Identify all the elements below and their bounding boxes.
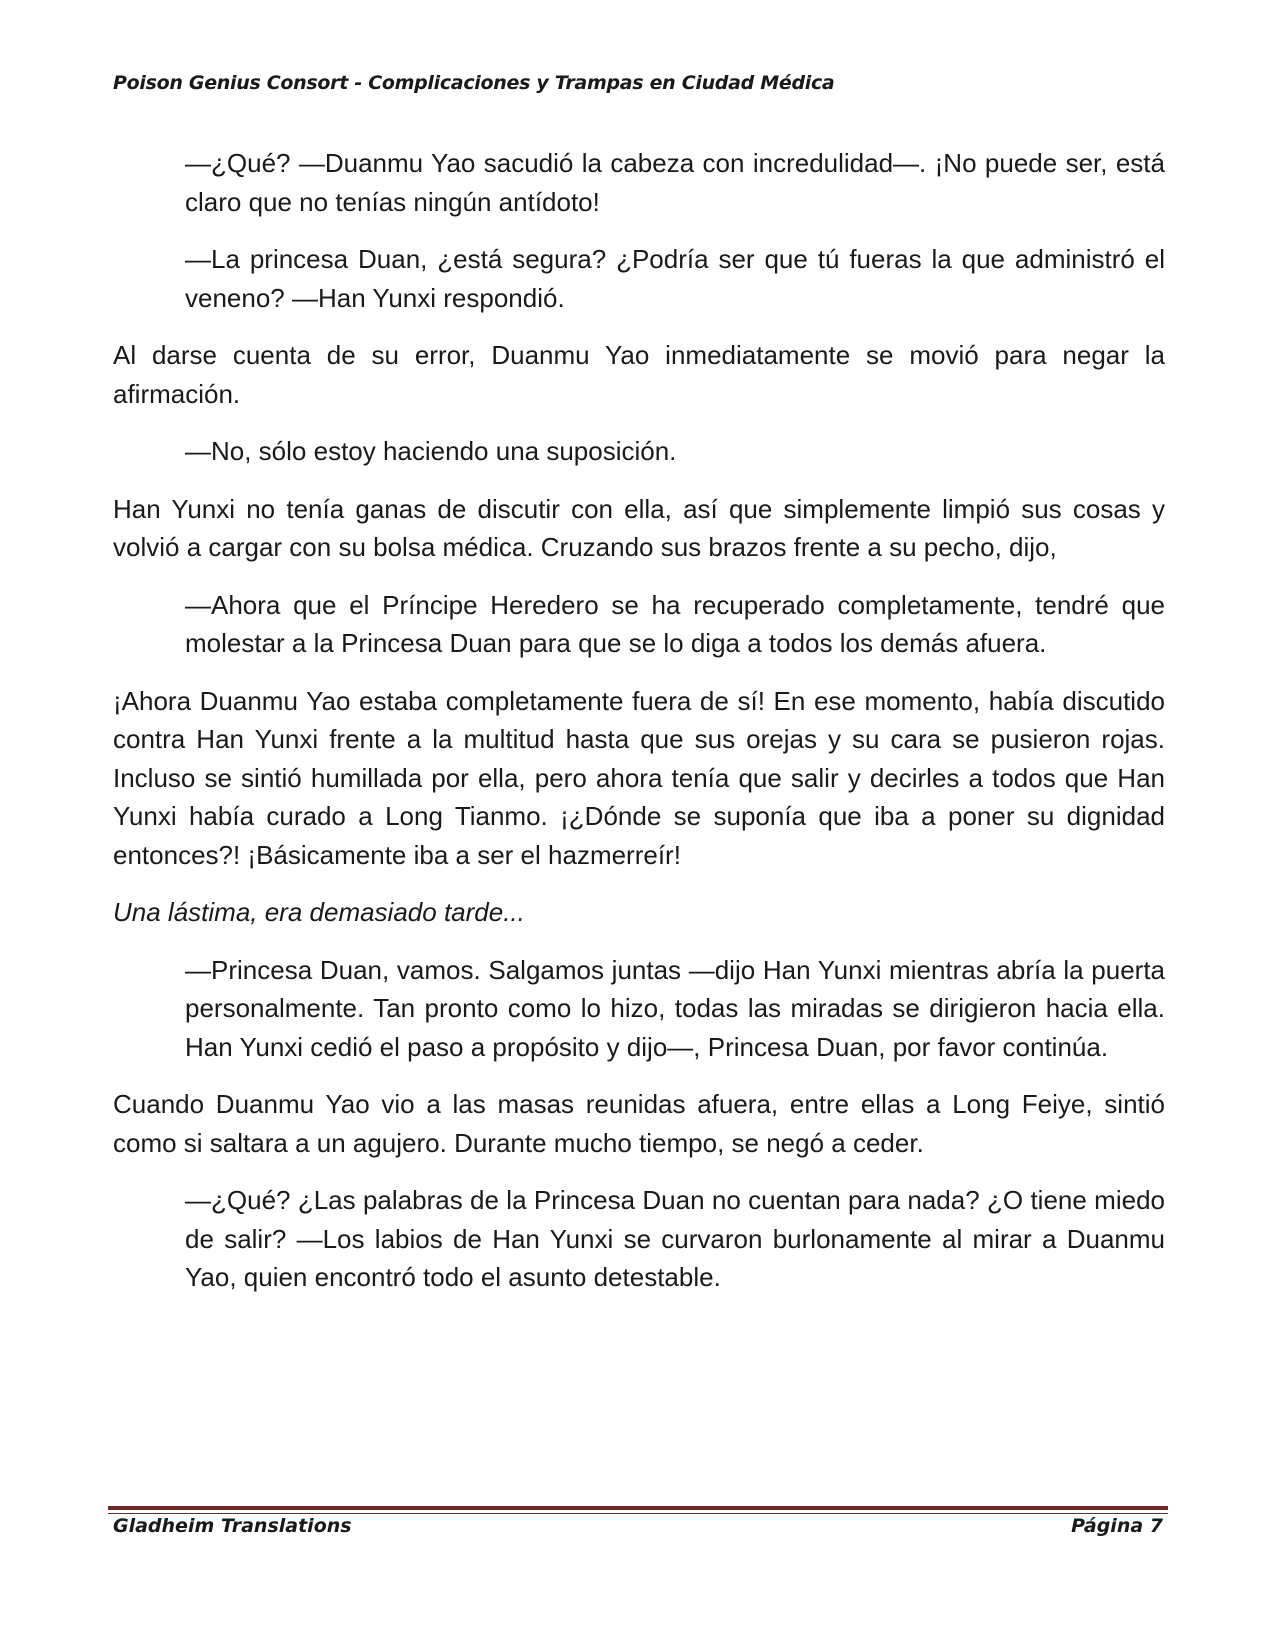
- footer-divider-thin: [108, 1513, 1168, 1514]
- paragraph-dialog: —Princesa Duan, vamos. Salgamos juntas —dijo Han Yunxi mientras abría la puerta personalmente. Tan pronto como lo hizo, todas las miradas se dirigieron hacia ella. Han Yunxi cedió el paso a propósito y dijo—, Princesa Duan, por favor continúa.: [185, 954, 1165, 1062]
- page-number: Página 7: [1071, 1515, 1163, 1537]
- paragraph-narration: ¡Ahora Duanmu Yao estaba completamente fuera de sí! En ese momento, había discutido contra Han Yunxi frente a la multitud hasta que sus orejas y su cara se pusieron rojas. Incluso se sintió humillada por ella, pero ahora tenía que salir y decirles a todos que Han Yunxi había curado a Long Tianmo. ¡¿Dónde se suponía que iba a poner su dignidad entonces?! ¡Básicamente iba a ser el hazmerreír!: [113, 685, 1165, 870]
- footer-publisher: Gladheim Translations: [113, 1515, 352, 1537]
- paragraph-dialog: —La princesa Duan, ¿está segura? ¿Podría ser que tú fueras la que administró el veneno? —Han Yunxi respondió.: [185, 244, 1165, 313]
- footer-divider: [108, 1506, 1168, 1514]
- paragraph-narration: Al darse cuenta de su error, Duanmu Yao inmediatamente se movió para negar la afirmación.: [113, 340, 1165, 409]
- body-text: [113, 144, 1165, 1316]
- paragraph-italic: Una lástima, era demasiado tarde...: [113, 897, 525, 927]
- paragraph-narration: Han Yunxi no tenía ganas de discutir con ella, así que simplemente limpió sus cosas y volvió a cargar con su bolsa médica. Cruzando sus brazos frente a su pecho, dijo,: [113, 493, 1165, 562]
- paragraph-dialog: —¿Qué? ¿Las palabras de la Princesa Duan no cuentan para nada? ¿O tiene miedo de salir? —Los labios de Han Yunxi se curvaron burlonamente al mirar a Duanmu Yao, quien encontró todo el asunto detestable.: [185, 1185, 1165, 1292]
- paragraph-narration: Cuando Duanmu Yao vio a las masas reunidas afuera, entre ellas a Long Feiye, sintió como si saltara a un agujero. Durante mucho tiempo, se negó a ceder.: [113, 1089, 1165, 1158]
- paragraph-dialog: —No, sólo estoy haciendo una suposición.: [185, 436, 677, 466]
- paragraph-dialog: —Ahora que el Príncipe Heredero se ha recuperado completamente, tendré que molestar a la Princesa Duan para que se lo diga a todos los demás afuera.: [185, 589, 1165, 658]
- running-header: Poison Genius Consort - Complicaciones y Trampas en Ciudad Médica: [113, 72, 835, 94]
- paragraph-dialog: —¿Qué? —Duanmu Yao sacudió la cabeza con incredulidad—. ¡No puede ser, está claro que no tenías ningún antídoto!: [185, 148, 1165, 217]
- footer-divider-thick: [108, 1506, 1168, 1510]
